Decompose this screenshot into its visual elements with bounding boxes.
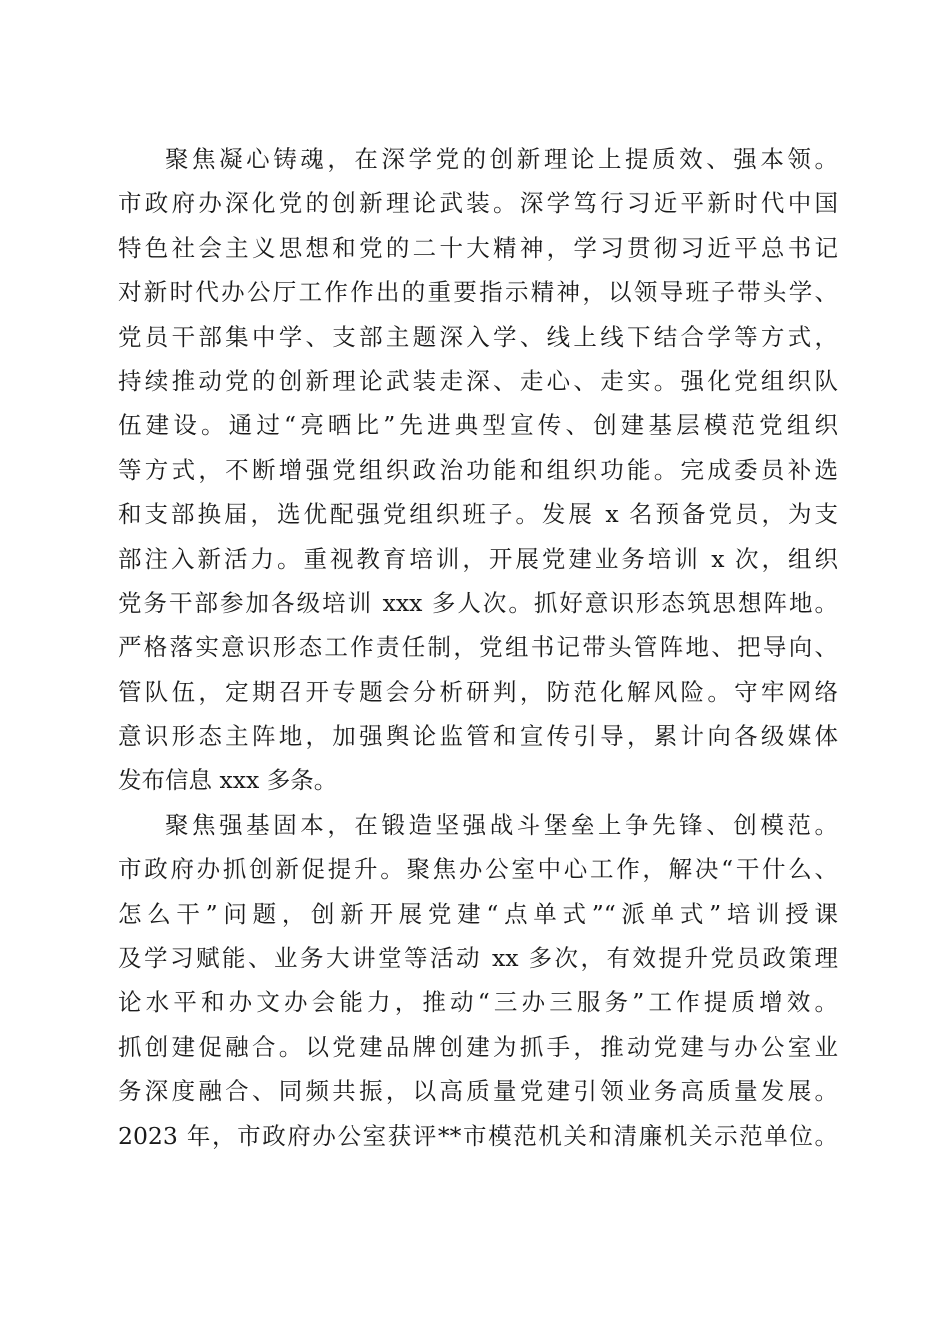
text-line: 怎么干”问题，创新开展党建“点单式”“派单式”培训授课 [118, 899, 838, 928]
text-line: 市政府办抓创新促提升。聚焦办公室中心工作，解决“干什么、 [118, 855, 838, 884]
text-line: 党务干部参加各级培训 xxx 多人次。抓好意识形态筑思想阵地。 [118, 588, 838, 617]
text-line: 聚焦强基固本，在锻造坚强战斗堡垒上争先锋、创模范。 [165, 810, 838, 839]
text-line: 持续推动党的创新理论武装走深、走心、走实。强化党组织队 [118, 366, 838, 395]
text-line: 党员干部集中学、支部主题深入学、线上线下结合学等方式， [118, 322, 838, 351]
paragraph-2 [118, 803, 838, 1158]
text-line: 市政府办深化党的创新理论武装。深学笃行习近平新时代中国 [118, 189, 838, 218]
text-line: 严格落实意识形态工作责任制，党组书记带头管阵地、把导向、 [118, 633, 838, 662]
text-line: 2023 年，市政府办公室获评**市模范机关和清廉机关示范单位。 [118, 1121, 838, 1150]
text-line: 等方式，不断增强党组织政治功能和组织功能。完成委员补选 [118, 455, 838, 484]
text-line: 发布信息 xxx 多条。 [118, 766, 338, 795]
text-line: 聚焦凝心铸魂，在深学党的创新理论上提质效、强本领。 [165, 145, 838, 173]
text-line: 管队伍，定期召开专题会分析研判，防范化解风险。守牢网络 [118, 677, 838, 706]
text-line: 抓创建促融合。以党建品牌创建为抓手，推动党建与办公室业 [118, 1032, 838, 1061]
text-line: 对新时代办公厅工作作出的重要指示精神，以领导班子带头学、 [118, 278, 838, 307]
text-line: 伍建设。通过“亮晒比”先进典型宣传、创建基层模范党组织 [118, 411, 838, 440]
text-line: 和支部换届，选优配强党组织班子。发展 x 名预备党员，为支 [118, 500, 838, 529]
text-line: 务深度融合、同频共振，以高质量党建引领业务高质量发展。 [118, 1077, 838, 1106]
text-line: 论水平和办文办会能力，推动“三办三服务”工作提质增效。 [118, 988, 838, 1017]
body-text [118, 137, 838, 1158]
text-line: 及学习赋能、业务大讲堂等活动 xx 多次，有效提升党员政策理 [118, 944, 838, 973]
paragraph-1 [118, 137, 838, 803]
text-line: 部注入新活力。重视教育培训，开展党建业务培训 x 次，组织 [118, 544, 838, 573]
text-line: 特色社会主义思想和党的二十大精神，学习贯彻习近平总书记 [118, 233, 838, 262]
text-line: 意识形态主阵地，加强舆论监管和宣传引导，累计向各级媒体 [118, 722, 838, 751]
